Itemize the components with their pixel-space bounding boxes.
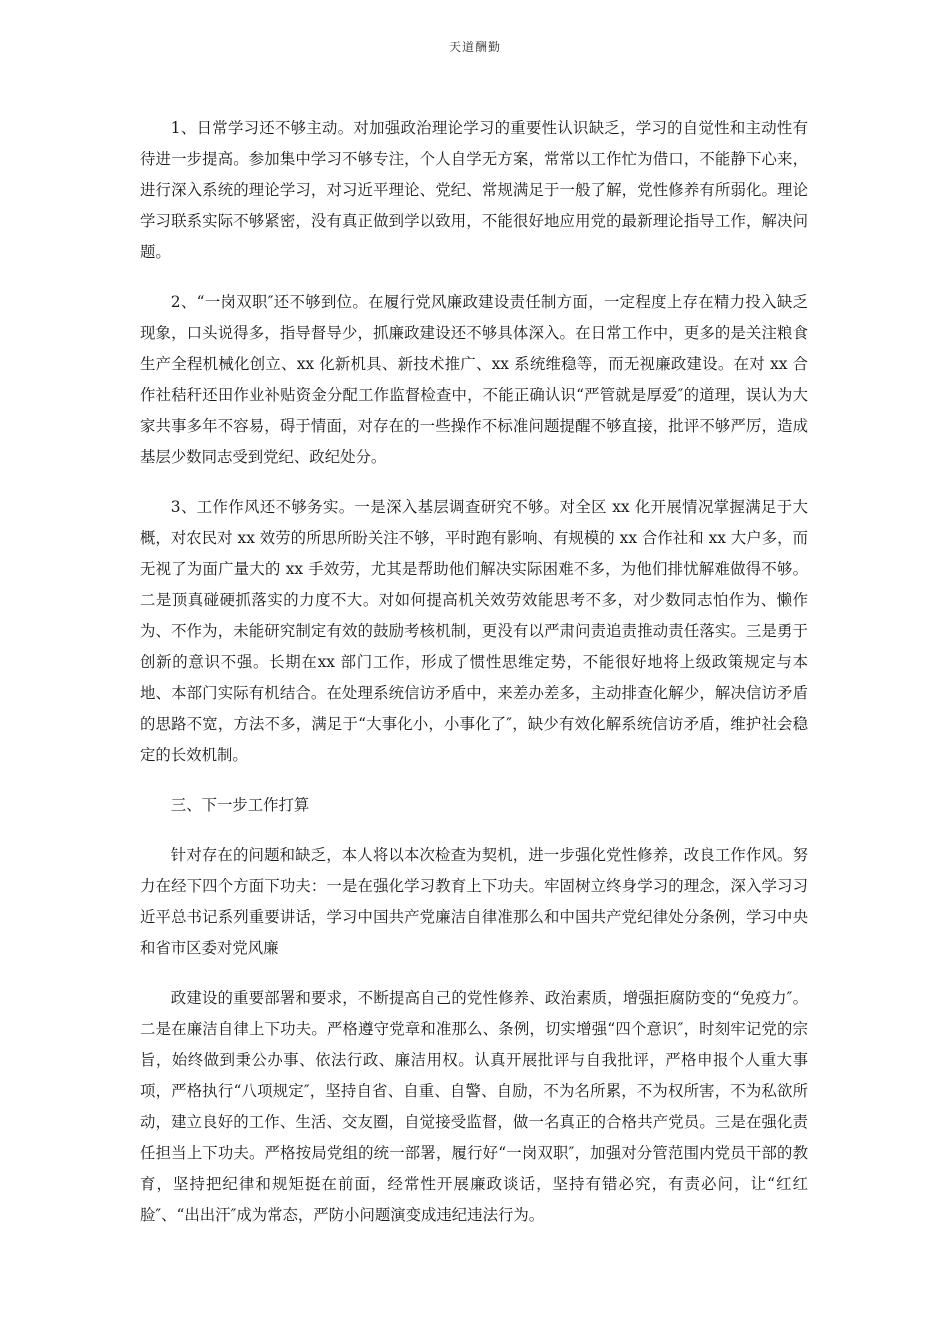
section-heading-next-steps: 三、下一步工作打算 [170, 796, 310, 814]
document-body [140, 113, 808, 1250]
paragraph-1: 1、日常学习还不够主动。对加强政治理论学习的重要性认识缺乏，学习的自觉性和主动性有待进一步提高。参加集中学习不够专注，个人自学无方案，常常以工作忙为借口，不能静下心来，进行深入系统的理论学习，对习近平理论、党纪、常规满足于一般了解，党性修养有所弱化。理论学习联系实际不够紧密，没有真正做到学以致用，不能很好地应用党的最新理论指导工作，解决问题。 [140, 119, 808, 261]
paragraph-4: 针对存在的问题和缺乏，本人将以本次检查为契机，进一步强化党性修养，改良工作作风。努力在经下四个方面下功夫：一是在强化学习教育上下功夫。牢固树立终身学习的理念，深入学习习近平总书记系列重要讲话，学习中国共产党廉洁自律准那么和中国共产党纪律处分条例，学习中央和省市区委对党风廉 [140, 846, 808, 957]
page-header: 天道酬勤 [448, 40, 501, 54]
paragraph-3: 3、工作作风还不够务实。一是深入基层调查研究不够。对全区 xx 化开展情况掌握满足于大概，对农民对 xx 效劳的所思所盼关注不够，平时跑有影响、有规模的 xx 合作社和 xx 大户多，而无视了为面广量大的 xx 手效劳，尤其是帮助他们解决实际困难不多，为他们排忧解难做得不够。二是顶真碰硬抓落实的力度不大。对如何提高机关效劳效能思考不多，对少数同志怕作为、懒作为、不作为，未能研究制定有效的鼓励考核机制，更没有以严肃问责追责推动责任落实。三是勇于创新的意识不强。长期在xx 部门工作，形成了惯性思维定势，不能很好地将上级政策规定与本地、本部门实际有机结合。在处理系统信访矛盾中，来差办差多，主动排查化解少，解决信访矛盾的思路不宽，方法不多，满足于“大事化小，小事化了″，缺少有效化解系统信访矛盾，维护社会稳定的长效机制。 [140, 498, 808, 764]
paragraph-5: 政建设的重要部署和要求，不断提高自己的党性修养、政治素质，增强拒腐防变的“免疫力″。二是在廉洁自律上下功夫。严格遵守党章和准那么、条例，切实增强“四个意识″，时刻牢记党的宗旨，始终做到秉公办事、依法行政、廉洁用权。认真开展批评与自我批评，严格申报个人重大事项，严格执行“八项规定″，坚持自省、自重、自警、自励，不为名所累，不为权所害，不为私欲所动，建立良好的工作、生活、交友圈，自觉接受监督，做一名真正的合格共产党员。三是在强化责任担当上下功夫。严格按局党组的统一部署，履行好“一岗双职″，加强对分管范围内党员干部的教育，坚持把纪律和规矩挺在前面，经常性开展廉政谈话，坚持有错必究，有责必问，让“红红脸″、“出出汗″成为常态，严防小问题演变成违纪违法行为。 [140, 989, 808, 1224]
paragraph-2: 2、“一岗双职″还不够到位。在履行党风廉政建设责任制方面，一定程度上存在精力投入缺乏现象，口头说得多，指导督导少，抓廉政建设还不够具体深入。在日常工作中，更多的是关注粮食生产全程机械化创立、xx 化新机具、新技术推广、xx 系统维稳等，而无视廉政建设。在对 xx 合作社秸秆还田作业补贴资金分配工作监督检查中，不能正确认识“严管就是厚爱″的道理，误认为大家共事多年不容易，碍于情面，对存在的一些操作不标准问题提醒不够直接，批评不够严厉，造成基层少数同志受到党纪、政纪处分。 [140, 293, 808, 466]
